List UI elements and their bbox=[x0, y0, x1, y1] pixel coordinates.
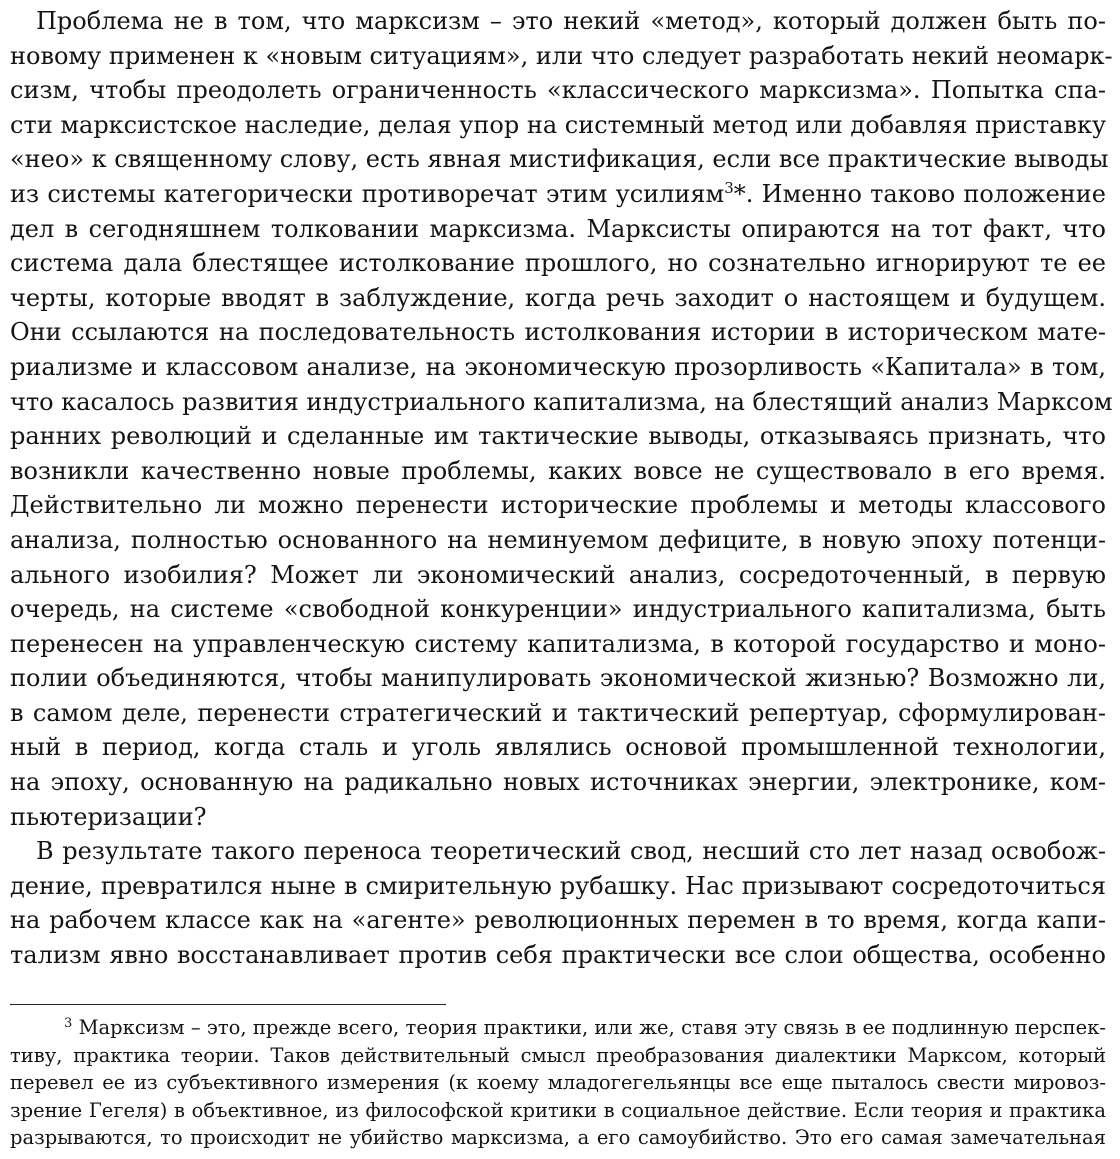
text-line: ный в период, когда сталь и уголь являлись основой промышленной технологии, bbox=[10, 733, 1106, 762]
text-segment: из системы категорически противоречат этим усилиям bbox=[10, 179, 725, 208]
footnote bbox=[10, 1014, 1106, 1152]
text-line: В результате такого переноса теоретический свод, несший сто лет назад освобож- bbox=[36, 837, 1106, 866]
text-line: полии объединяются, чтобы манипулировать экономической жизнью? Возможно ли, bbox=[10, 664, 1106, 693]
text-line: возникли качественно новые проблемы, каких вовсе не существовало в его время. bbox=[10, 456, 1106, 485]
text-segment: *. Именно таково положение bbox=[733, 179, 1107, 208]
text-line-with-footnote-ref bbox=[10, 177, 1106, 212]
text-line: в самом деле, перенести стратегический и тактический репертуар, сформулирован- bbox=[10, 698, 1106, 727]
text-line: дение, превратился ныне в смирительную рубашку. Нас призывают сосредоточиться bbox=[10, 871, 1106, 900]
footnote-reference: 3 bbox=[724, 178, 734, 197]
paragraph bbox=[10, 834, 1106, 972]
text-line: «нео» к священному слову, есть явная мистификация, если все практические выводы bbox=[10, 145, 1109, 174]
paragraph bbox=[10, 4, 1113, 834]
text-line: перенесен на управленческую систему капитализма, в которой государство и моно- bbox=[10, 629, 1106, 658]
text-line: ранних революций и сделанные им тактические выводы, отказываясь признать, что bbox=[10, 422, 1106, 451]
text-line: Действительно ли можно перенести исторические проблемы и методы классового bbox=[10, 491, 1106, 520]
text-line: Проблема не в том, что марксизм – это некий «метод», который должен быть по- bbox=[36, 7, 1106, 35]
text-line: сизм, чтобы преодолеть ограниченность «классического марксизма». Попытка спа- bbox=[10, 76, 1106, 105]
text-line: что касалось развития индустриального капитализма, на блестящий анализ Марксом bbox=[10, 387, 1113, 416]
text-segment: Марксизм – это, прежде всего, теория практики, или же, ставя эту связь в ее подлинную перспек- bbox=[78, 1016, 1106, 1039]
text-line: на эпоху, основанную на радикально новых источниках энергии, электронике, ком- bbox=[10, 768, 1106, 797]
footnote-line: тиву, практика теории. Таков действительный смысл преобразования диалектики Марксом, который bbox=[10, 1043, 1106, 1067]
text-line: новому применен к «новым ситуациям», или что следует разработать некий неомарк- bbox=[10, 41, 1113, 70]
footnote-line: зрение Гегеля) в объективное, из философской критики в социальное действие. Если теория и практика bbox=[10, 1098, 1106, 1122]
footnote-line bbox=[10, 1014, 1106, 1042]
footnote-line: перевел ее из субъективного измерения (к коему младогегельянцы все еще пыталось свести мировоз- bbox=[10, 1071, 1106, 1095]
text-line: Они ссылаются на последовательность истолкования истории в историческом мате- bbox=[10, 318, 1106, 347]
footnote-divider bbox=[10, 1004, 446, 1005]
text-line: черты, которые вводят в заблуждение, когда речь заходит о настоящем и будущем. bbox=[10, 283, 1106, 312]
text-line: анализа, полностью основанного на неминуемом дефиците, в новую эпоху потенци- bbox=[10, 525, 1106, 554]
text-line: риализме и классовом анализе, на экономическую прозорливость «Капитала» в том, bbox=[10, 352, 1106, 381]
footnote-line: разрываются, то происходит не убийство марксизма, а его самоубийство. Это его самая замечательная bbox=[10, 1126, 1106, 1150]
main-text bbox=[10, 4, 1113, 973]
text-line: очередь, на системе «свободной конкуренции» индустриального капитализма, быть bbox=[10, 595, 1106, 624]
text-line: дел в сегодняшнем толковании марксизма. Марксисты опираются на тот факт, что bbox=[10, 214, 1106, 243]
text-line: ального изобилия? Может ли экономический анализ, сосредоточенный, в первую bbox=[10, 560, 1106, 589]
footnote-marker: 3 bbox=[64, 1016, 73, 1031]
text-line: тализм явно восстанавливает против себя практически все слои общества, особенно bbox=[10, 941, 1106, 970]
text-line: сти марксистское наследие, делая упор на системный метод или добавляя приставку bbox=[10, 110, 1107, 139]
text-line: пьютеризации? bbox=[10, 802, 207, 831]
text-line: на рабочем классе как на «агенте» революционных перемен в то время, когда капи- bbox=[10, 906, 1106, 935]
text-line: система дала блестящее истолкование прошлого, но сознательно игнорируют те ее bbox=[10, 249, 1106, 278]
